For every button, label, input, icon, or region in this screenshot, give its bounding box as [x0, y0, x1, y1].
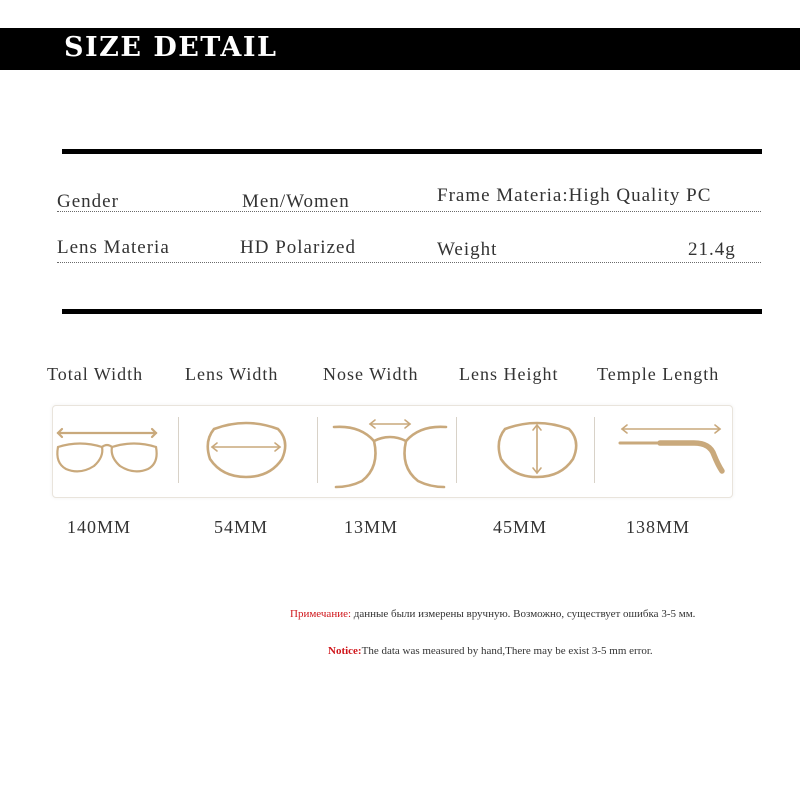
- weight-value: 21.4g: [688, 239, 736, 260]
- gender-label: Gender: [57, 191, 119, 212]
- row-divider-1: [57, 211, 761, 212]
- total-width-value: 140MM: [67, 517, 132, 537]
- total-width-label: Total Width: [47, 364, 144, 384]
- lens-height-value: 45MM: [493, 517, 548, 537]
- lens-height-icon: [491, 411, 583, 487]
- row-divider-2: [57, 262, 761, 263]
- bottom-divider: [62, 309, 762, 314]
- lens-height-label: Lens Height: [459, 364, 559, 384]
- temple-arm-icon: [614, 411, 728, 487]
- nose-width-label: Nose Width: [323, 364, 419, 384]
- lens-width-icon: [200, 411, 292, 487]
- nose-width-value: 13MM: [344, 517, 399, 537]
- lens-material-label: Lens Materia: [57, 237, 170, 258]
- size-detail-banner: [0, 28, 800, 70]
- english-note-text: The data was measured by hand,There may be exist 3-5 mm error.: [361, 645, 653, 657]
- weight-label: Weight: [437, 239, 498, 260]
- temple-length-value: 138MM: [626, 517, 691, 537]
- frame-material: Frame Materia:High Quality PC: [437, 185, 712, 206]
- lens-material-value: HD Polarized: [240, 237, 356, 258]
- lens-width-value: 54MM: [214, 517, 269, 537]
- russian-note-text: данные были измерены вручную. Возможно, существует ошибка 3-5 мм.: [351, 608, 696, 620]
- full-glasses-width-icon: [52, 411, 164, 487]
- top-divider: [62, 149, 762, 154]
- russian-note-label: Примечание:: [290, 608, 352, 620]
- banner-title: SIZE DETAIL: [64, 32, 278, 63]
- icon-separator: [178, 417, 179, 483]
- icon-separator: [456, 417, 457, 483]
- gender-value: Men/Women: [242, 191, 350, 212]
- english-note: [328, 645, 653, 657]
- english-note-label: Notice:: [328, 645, 362, 657]
- temple-length-label: Temple Length: [597, 364, 720, 384]
- icon-separator: [317, 417, 318, 483]
- lens-width-label: Lens Width: [185, 364, 279, 384]
- icon-separator: [594, 417, 595, 483]
- nose-bridge-icon: [330, 411, 450, 491]
- russian-note: [290, 608, 695, 620]
